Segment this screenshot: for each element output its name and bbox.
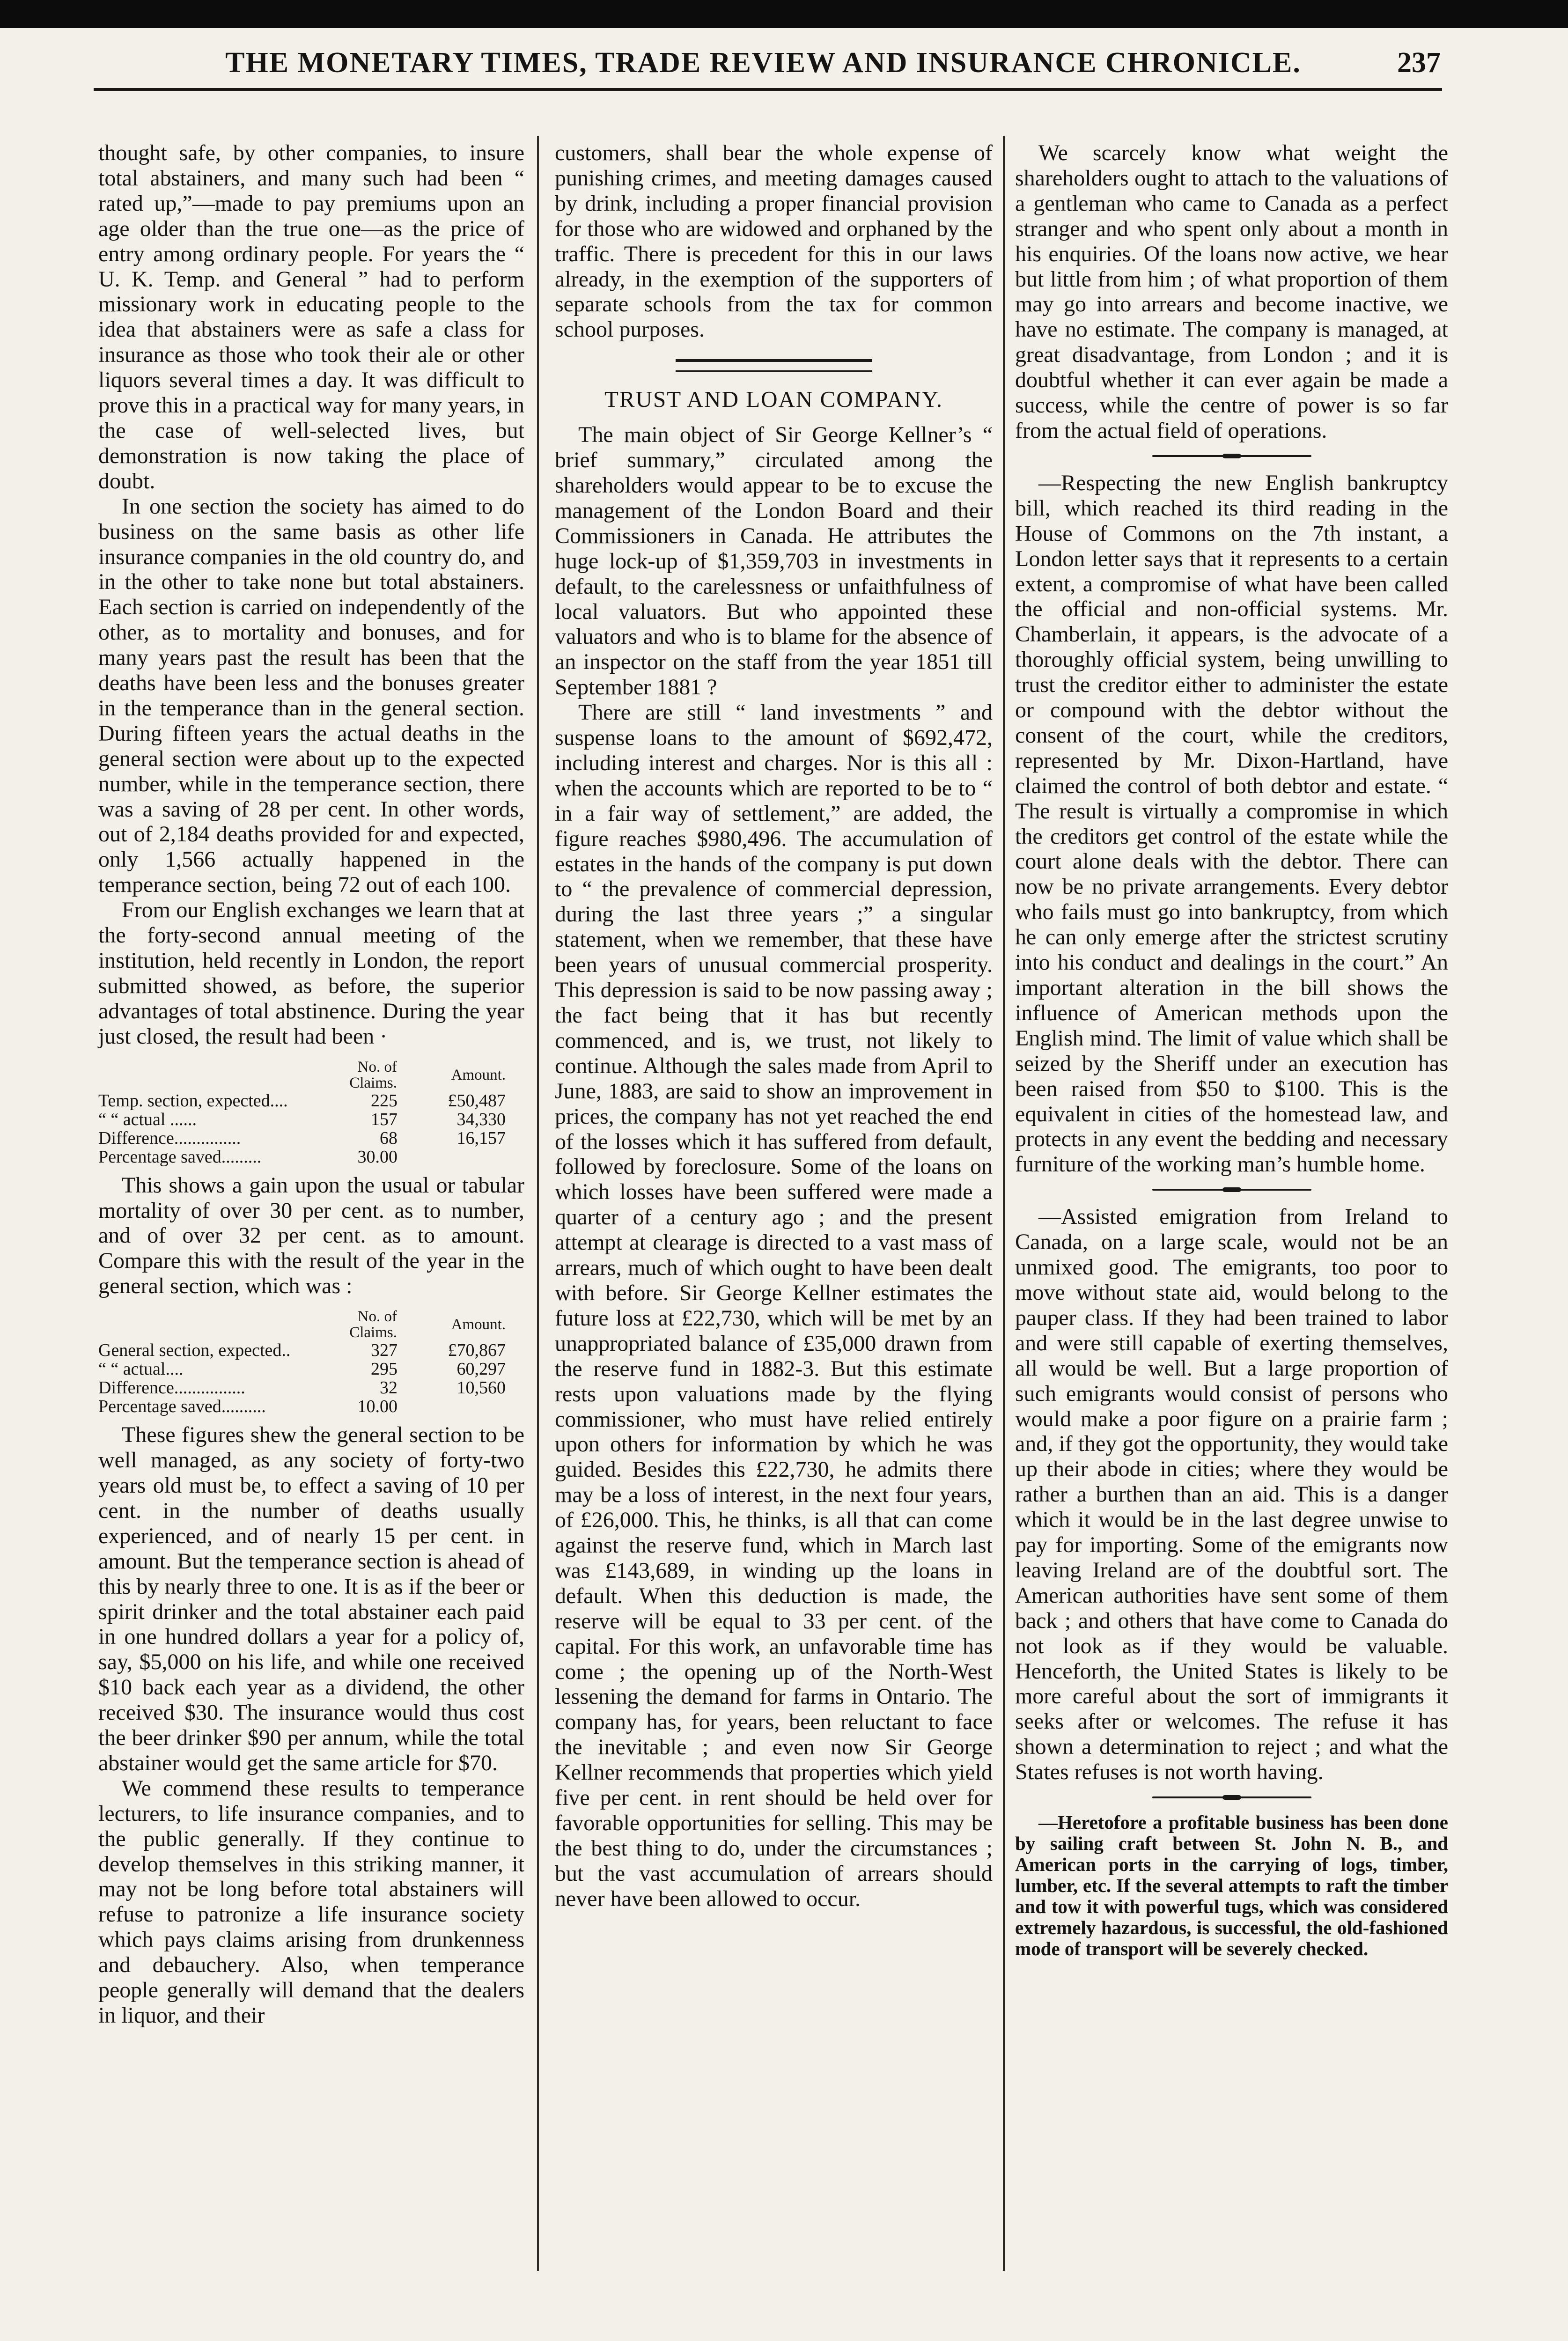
- claims-cell: 295: [371, 1359, 398, 1379]
- column-3: [1015, 140, 1448, 1959]
- column-divider: [537, 136, 539, 2271]
- section-divider-rule: [676, 359, 872, 372]
- paragraph: —Respecting the new English bankruptcy bill, which reached its third reading in the House of Commons on the 7th instant, a London letter says that it represents to a certain extent, a compromise of what have been called the official and non-official systems. Mr. Chamberlain, it appears, is the advocate of a thoroughly official system, being unwilling to trust the creditor either to administer the estate or compound with the debtor without the consent of the court, while the creditors, represented by Mr. Dixon-Hartland, have claimed the control of both debtor and estate. “ The result is virtually a compromise in which the creditors get control of the estate while the court alone deals with the debtor. There can now be no private arrangements. Every debtor who fails must go into bankruptcy, from which he can only emerge after the strictest scrutiny into his conduct and dealings in the court.” An important alteration in the bill shows the influence of American methods upon the English mind. The limit of value which shall be seized by the Sheriff under an execution has been raised from $50 to $100. This is the equivalent in cities of the homestead law, and protects in any event the bedding and necessary furniture of the working man’s humble home.: [1015, 470, 1448, 1177]
- section-heading: TRUST AND LOAN COMPANY.: [604, 386, 943, 412]
- claims-cell: 10.00: [357, 1397, 398, 1417]
- ornamental-separator: [1152, 1795, 1311, 1800]
- column-2: [555, 140, 993, 1912]
- column-1: [98, 140, 524, 2028]
- table-row: [98, 1110, 524, 1129]
- claims-cell: 68: [380, 1128, 398, 1148]
- row-label: Difference...............: [98, 1128, 241, 1148]
- amount-cell: £50,487: [448, 1090, 506, 1111]
- amount-cell: 10,560: [456, 1378, 506, 1398]
- row-label: General section, expected..: [98, 1340, 291, 1361]
- paragraph: customers, shall bear the whole expense of punishing crimes, and meeting damages caused by drink, including a proper financial provision for those who are widowed and orphaned by the traffic. There is precedent for this in our laws already, in the exemption of the supporters of separate schools from the tax for common school purposes.: [555, 140, 993, 342]
- page-top-edge: [0, 0, 1568, 28]
- row-label: Percentage saved..........: [98, 1397, 266, 1417]
- running-header-title: THE MONETARY TIMES, TRADE REVIEW AND INSURANCE CHRONICLE.: [225, 47, 1301, 79]
- column-divider: [1003, 136, 1005, 2271]
- paragraph: We scarcely know what weight the shareholders ought to attach to the valuations of a gentleman who came to Canada as a perfect stranger and who spent only about a month in his enquiries. Of the loans now active, we hear but little from him ; of what proportion of them may go into arrears and become inactive, we have no estimate. The company is managed, at great disadvantage, from London ; and it is doubtful whether it can ever again be made a success, while the centre of power is so far from the actual field of operations.: [1015, 140, 1448, 443]
- amount-cell: 34,330: [456, 1109, 506, 1129]
- table-header-amount: Amount.: [451, 1066, 506, 1083]
- row-label: “ “ actual ......: [98, 1109, 197, 1129]
- paragraph: In one section the society has aimed to do business on the same basis as other life insurance companies in the old country do, and in the other to take none but total abstainers. Each section is carried on independently of the other, as to mortality and bonuses, and for many years past the result has been that the deaths have been less and the bonuses greater in the temperance than in the general section. During fifteen years the actual deaths in the general section were about up to the expected number, while in the temperance section, there was a saving of 28 per cent. In other words, out of 2,184 deaths provided for and expected, only 1,566 actually happened in the temperance section, being 72 out of each 100.: [98, 493, 524, 898]
- row-label: “ “ actual....: [98, 1359, 184, 1379]
- claims-cell: 225: [371, 1090, 398, 1111]
- table-row: [98, 1091, 524, 1110]
- temperance-section-table: [98, 1059, 524, 1166]
- table-header-claims: No. of Claims.: [349, 1308, 397, 1341]
- paragraph: From our English exchanges we learn that at the forty-second annual meeting of the institution, held recently in London, the report submitted showed, as before, the superior advantages of total abstinence. During the year just closed, the result had been ·: [98, 898, 524, 1049]
- header-rule: [94, 88, 1442, 91]
- row-label: Difference................: [98, 1378, 245, 1398]
- page-number: 237: [1397, 47, 1441, 79]
- ornamental-separator: [1152, 454, 1311, 458]
- paragraph: These figures shew the general section to be well managed, as any society of forty-two years old must be, to effect a saving of 10 per cent. in the number of deaths usually experienced, and of nearly 15 per cent. in amount. But the temperance section is ahead of this by nearly three to one. It is as if the beer or spirit drinker and the total abstainer each paid in one hundred dollars a year for a policy of, say, $5,000 on his life, and while one received $10 back each year as a dividend, the other received $30. The insurance would thus cost the beer drinker $90 per annum, while the total abstainer would get the same article for $70.: [98, 1422, 524, 1775]
- amount-cell: [398, 1148, 524, 1166]
- table-header-claims: No. of Claims.: [349, 1058, 397, 1091]
- table-row: [98, 1148, 524, 1166]
- paragraph: —Heretofore a profitable business has been done by sailing craft between St. John N. B., and American ports in the carrying of logs, timber, lumber, etc. If the several attempts to raft the timber and tow it with powerful tugs, which was considered extremely hazardous, is successful, the old-fashioned mode of transport will be severely checked.: [1015, 1811, 1448, 1960]
- paragraph: —Assisted emigration from Ireland to Canada, on a large scale, would not be an unmixed good. The emigrants, too poor to move without state aid, would belong to the pauper class. If they had been trained to labor and were still capable of exerting themselves, all would be well. But a large proportion of such emigrants would consist of persons who would make a poor figure on a prairie farm ; and, if they got the opportunity, they would take up their abode in cities; where they would be rather a burthen than an aid. This is a danger which it would be in the last degree unwise to pay for importing. Some of the emigrants now leaving Ireland are of the doubtful sort. The American authorities have sent some of them back ; and others that have come to Canada do not look as if they would be valuable. Henceforth, the United States is likely to be more careful about the sort of immigrants it seeks after or welcomes. The refuse it has shown a determination to reject ; and what the States refuses is not worth having.: [1015, 1204, 1448, 1785]
- amount-cell: 16,157: [456, 1128, 506, 1148]
- paragraph: thought safe, by other companies, to insure total abstainers, and many such had been “ rated up,”—made to pay premiums upon an age older than the true one—as the price of entry among ordinary people. For years the “ U. K. Temp. and General ” had to perform missionary work in educating people to the idea that abstainers were as safe a class for insurance as those who took their ale or other liquors several times a day. It was difficult to prove this in a practical way for many years, in the case of well-selected lives, but demonstration is now taking the place of doubt.: [98, 140, 524, 493]
- general-section-table: [98, 1308, 524, 1416]
- paragraph: The main object of Sir George Kellner’s “ brief summary,” circulated among the shareholders would appear to be to excuse the management of the London Board and their Commissioners in Canada. He attributes the huge lock-up of $1,359,703 in investments in default, to the carelessness or unfaithfulness of local valuators. But who appointed these valuators and who is to blame for the absence of an inspector on the staff from the year 1851 till September 1881 ?: [555, 422, 993, 700]
- table-row: [98, 1397, 524, 1416]
- claims-cell: 32: [380, 1378, 398, 1398]
- table-row: [98, 1341, 524, 1360]
- claims-cell: 157: [371, 1109, 398, 1129]
- table-row: [98, 1378, 524, 1397]
- amount-cell: 60,297: [456, 1359, 506, 1379]
- ornamental-separator: [1152, 1187, 1311, 1192]
- claims-cell: 30.00: [357, 1147, 398, 1167]
- table-row: [98, 1360, 524, 1378]
- amount-cell: [398, 1397, 524, 1416]
- table-header-amount: Amount.: [451, 1316, 506, 1333]
- claims-cell: 327: [371, 1340, 398, 1361]
- row-label: Percentage saved.........: [98, 1147, 262, 1167]
- paragraph: There are still “ land investments ” and suspense loans to the amount of $692,472, including interest and charges. Nor is this all : when the accounts which are reported to be to “ in a fair way of settlement,” are added, the figure reaches $980,496. The accumulation of estates in the hands of the company is put down to “ the prevalence of commercial depression, during the last three years ;” a singular statement, when we remember, that these have been years of unusual commercial prosperity. This depression is said to be now passing away ; the fact being that it has but recently commenced, and is, we trust, not likely to continue. Although the sales made from April to June, 1883, are said to show an improvement in prices, the company has not yet reached the end of the losses which it has suffered from default, followed by foreclosure. Some of the loans on which losses have been suffered were made a quarter of a century ago ; and the present attempt at clearage is directed to a vast mass of arrears, much of which ought to have been dealt with before. Sir George Kellner estimates the future loss at £22,730, which will be met by an unappropriated balance of £35,000 drawn from the reserve fund in 1882-3. But this estimate rests upon valuations made by the flying commissioner, who must have relied entirely upon others for information by which he was guided. Besides this £22,730, he admits there may be a loss of interest, in the next four years, of £26,000. This, he thinks, is all that can come against the reserve fund, which in March last was £143,689, in winding up the loans in default. When this deduction is made, the reserve will be equal to 33 per cent. of the capital. For this work, an unfavorable time has come ; the opening up of the North-West lessening the demand for farms in Ontario. The company has, for years, been reluctant to face the inevitable ; and even now Sir George Kellner recommends that properties which yield five per cent. in rent should be held over for favorable opportunities for selling. This may be the best thing to do, under the circumstances ; but the vast accumulation of arrears should never have been allowed to occur.: [555, 700, 993, 1911]
- paragraph: This shows a gain upon the usual or tabular mortality of over 30 per cent. as to number, and of over 32 per cent. as to amount. Compare this with the result of the year in the general section, which was :: [98, 1172, 524, 1299]
- row-label: Temp. section, expected....: [98, 1090, 288, 1111]
- amount-cell: £70,867: [448, 1340, 506, 1361]
- table-row: [98, 1129, 524, 1148]
- paragraph: We commend these results to temperance lecturers, to life insurance companies, and to the public generally. If they continue to develop themselves in this striking manner, it may not be long before total abstainers will refuse to patronize a life insurance society which pays claims arising from drunkenness and debauchery. Also, when temperance people generally will demand that the dealers in liquor, and their: [98, 1775, 524, 2028]
